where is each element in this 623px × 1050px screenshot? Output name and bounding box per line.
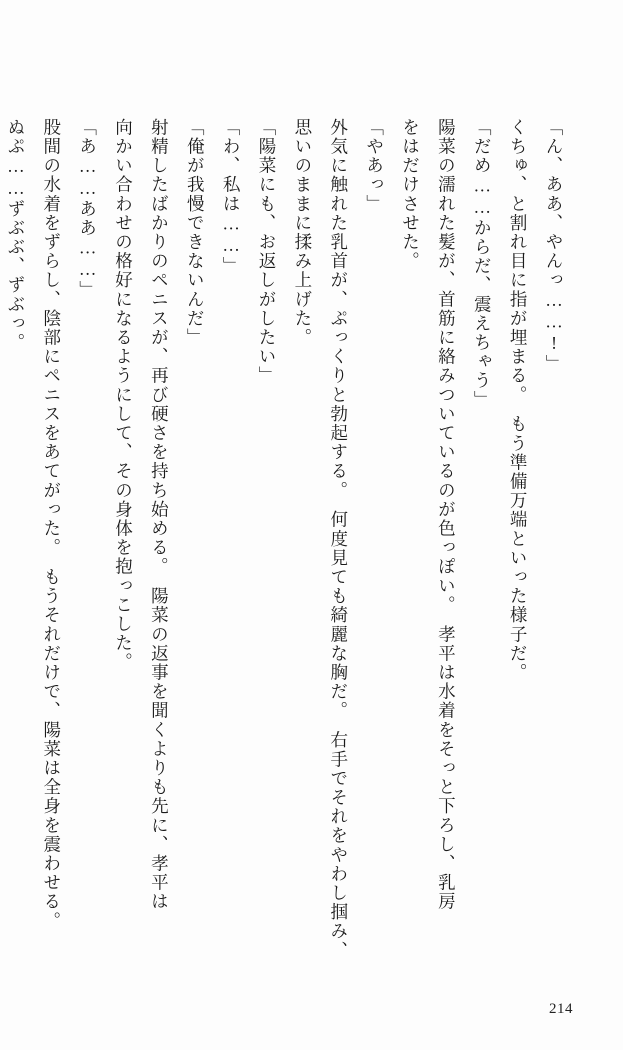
- text-line: 「だめ……からだ、震えちゃう」: [472, 118, 493, 410]
- text-line: 股間の水着をずらし、陰部にペニスをあてがった。 もうそれだけで、陽菜は全身を震わせる。: [41, 118, 62, 931]
- text-line: 「ん、ああ、やんっ……!」: [544, 118, 564, 374]
- text-line: 「やあっ」: [364, 118, 385, 214]
- text-line: をはだけさせた。: [400, 118, 421, 271]
- text-line: 陽菜の濡れた髪が、首筋に絡みついているのが色っぽい。 孝平は水着をそっと下ろし、乳房: [436, 118, 457, 912]
- page-number: 214: [549, 1001, 573, 1017]
- text-line: くちゅ、と割れ目に指が埋まる。 もう準備万端といった様子だ。: [508, 118, 529, 683]
- text-line: 射精したばかりのペニスが、再び硬さを持ち始める。 陽菜の返事を聞くよりも先に、孝平は: [149, 118, 170, 912]
- text-line: 「わ、私は……」: [221, 118, 242, 276]
- text-line: 向かい合わせの格好になるようにして、その身体を抱っこした。: [113, 118, 134, 672]
- text-line: 外気に触れた乳首が、ぷっくりと勃起する。 何度見ても綺麗な胸だ。 右手でそれをやわし掴み、: [328, 118, 349, 960]
- novel-text-body: [0, 118, 571, 988]
- text-line: 思いのままに揉み上げた。: [292, 118, 313, 348]
- text-line: 「あ……ああ……」: [77, 118, 98, 300]
- text-line: 「陽菜にも、お返しがしたい」: [257, 118, 277, 386]
- text-line: 「俺が我慢できないんだ」: [185, 118, 206, 348]
- text-line: ぬぷ……ずぶぶ、ずぶっ。: [5, 118, 26, 353]
